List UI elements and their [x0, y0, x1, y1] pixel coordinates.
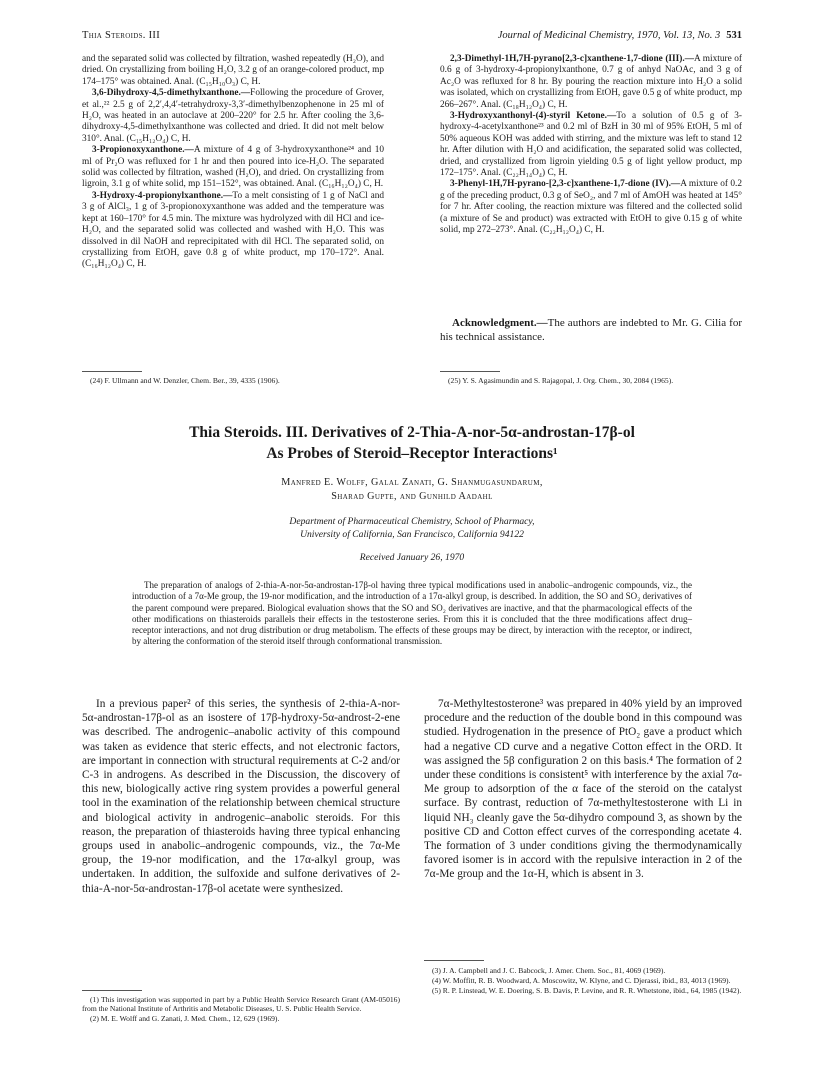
- compound-heading: 3-Hydroxy-4-propionylxanthone.—: [92, 190, 233, 201]
- page-number: 531: [726, 30, 742, 41]
- received-date: Received January 26, 1970: [359, 552, 465, 563]
- running-head: [82, 30, 742, 46]
- article-title-line: As Probes of Steroid–Receptor Interactions¹: [266, 445, 558, 462]
- paragraph-text: A mixture of 0.6 g of 3-hydroxy-4-propionylxanthone, 0.7 g of anhyd NaOAc, and 3 g of Ac₂O was refluxed for 8 hr. By pouring the reaction mixture into H₂O a solid was isolated, which on crystallizing from EtOH, gave 0.5 g of white product, mp 266–267°. Anal. (C₁₈H₁₂O₄) C, H.: [440, 54, 742, 110]
- experimental-paragraph: [82, 191, 384, 271]
- acknowledgment-text: The authors are indebted to Mr. G. Cilia for his technical assistance.: [440, 317, 742, 343]
- paragraph-text: and the separated solid was collected by filtration, washed repeatedly (H₂O), and dried. On crystallizing from boiling H₂O, 3.2 g of an orange-colored product, mp 174–175° was obtained. Anal. (C₁₅H₁₀O₃) C, H.: [82, 54, 384, 87]
- authors-line: Sharad Gupte, and Gunhild Aadahl: [331, 491, 493, 502]
- affiliation-line: Department of Pharmaceutical Chemistry, School of Pharmacy,: [289, 516, 535, 527]
- running-head-right: [498, 30, 742, 41]
- footnote-rule: [82, 990, 142, 991]
- footnote: (2) M. E. Wolff and G. Zanati, J. Med. Chem., 12, 629 (1969).: [90, 1014, 280, 1024]
- footnote-rule: [440, 371, 500, 372]
- acknowledgment: [440, 316, 742, 344]
- authors-line: Manfred E. Wolff, Galal Zanati, G. Shanmugasundarum,: [281, 477, 543, 488]
- article-title: [82, 422, 742, 464]
- footnote-rule: [424, 960, 484, 961]
- body-paragraph: 7α-Methyltestosterone³ was prepared in 40% yield by an improved procedure and the reduction of the double bond in this compound was studied. Hydrogenation in the presence of PtO₂ gave a product which had a negative CD curve and a negative Cotton effect in the ORD. It was assigned the 5β configuration 2 on this basis.⁴ The formation of 2 under these conditions is consistent⁵ with interference by the axial 7α-Me group to adsorption of the α face of the steroid on the catalyst surface. By contrast, reduction of 7α-methyltestosterone with Li in liquid NH₃ cleanly gave the 5α-dihydro compound 3, as shown by the positive CD and Cotton effect curves of the corresponding acetate 4. The formation of 3 under conditions giving the thermodynamically favored isomer is in accord with the repulsive interaction in 2 of the 7α-Me group and the 1α-H, which is absent in 3.: [424, 698, 742, 881]
- footnote: (1) This investigation was supported in part by a Public Health Service Research Grant (AM-05016) from the National Institute of Arthritis and Metabolic Diseases, U. S. Public Health Service.: [82, 995, 400, 1014]
- experimental-paragraph: [440, 111, 742, 179]
- paragraph-text: A mixture of 0.2 g of the preceding product, 0.3 g of SeO₂, and 7 ml of AmOH was heated at 145° for 7 hr. After cooling, the reaction mixture was filtered and the collected solid (a mixture of Se and product) was extracted with EtOH to give 0.15 g of white solid, mp 272–273°. Anal. (C₂₂H₁₂O₄) C, H.: [440, 179, 742, 236]
- experimental-left-column: [82, 54, 384, 271]
- experimental-paragraph: [82, 145, 384, 191]
- compound-heading: 3-Hydroxyxanthonyl-(4)-styril Ketone.—: [450, 111, 617, 122]
- affiliation: [82, 515, 742, 541]
- footnote: (4) W. Moffitt, R. B. Woodward, A. Moscowitz, W. Klyne, and C. Djerassi, ibid., 83, 4013 (1969).: [432, 976, 731, 986]
- paragraph-text: A mixture of 4 g of 3-hydroxyxanthone²⁴ and 10 ml of Pr₂O was refluxed for 1 hr and then poured into ice-H₂O. The separated solid was collected by filtration, washed (H₂O), and dried. On crystallizing from ligroin, 3.1 g of white solid, mp 151–152°, was obtained. Anal. (C₁₆H₁₂O₄) C, H.: [82, 145, 384, 190]
- footnotes-right: [424, 966, 742, 997]
- paragraph-text: To a melt consisting of 1 g of NaCl and 3 g of AlCl₃, 1 g of 3-propionoxyxanthone was added and the temperature was kept at 160–170° for 4.5 min. The mixture was hydrolyzed with dil HCl and ice-H₂O, and the separated solid was collected and washed with H₂O. This was dissolved in dil NaOH and reprecipitated with dil HCl. The separated solid, on crystallizing from EtOH, gave 0.8 g of white product, mp 170–172°. Anal. (C₁₆H₁₂O₄) C, H.: [82, 190, 384, 270]
- body-left-column: [82, 697, 400, 896]
- compound-heading: 3-Propionoxyxanthone.—: [92, 145, 194, 156]
- article-authors: [82, 476, 742, 504]
- footnote-rule: [82, 371, 142, 372]
- footnote: (5) R. P. Linstead, W. E. Doering, S. B. Davis, P. Levine, and R. R. Whetstone, ibid., 64, 1985 (1942).: [432, 986, 742, 996]
- body-paragraph: In a previous paper² of this series, the synthesis of 2-thia-A-nor-5α-androstan-17β-ol as an isostere of 17β-hydroxy-5α-androst-2-ene was described. The androgenic–anabolic activity of this compound was taken as evidence that steric effects, and not electronic factors, are important in connection with structural requirements at C-2 and/or C-3 in androgens. As described in the Discussion, the discovery of this new, biologically active ring system provides a powerful general tool in the examination of the relationship between chemical structure and biological activity in androgenic–anabolic steroids. For this reason, the preparation of thiasteroids having three typical enhancing groups used in anabolic–androgenic compounds, viz., the 7α-Me group, the 19-nor modification, and the 17α-alkyl group, was undertaken. In addition, the sulfoxide and sulfone derivatives of 2-thia-A-nor-5α-androstan-17β-ol acetate were synthesized.: [82, 698, 400, 895]
- footnote-25: (25) Y. S. Agasimundin and S. Rajagopal, J. Org. Chem., 30, 2084 (1965).: [448, 376, 674, 385]
- running-head-left: Thia Steroids. III: [82, 30, 161, 41]
- footnote-24: (24) F. Ullmann and W. Denzler, Chem. Ber., 39, 4335 (1906).: [90, 376, 280, 385]
- article-title-line: Thia Steroids. III. Derivatives of 2-Thia-A-nor-5α-androstan-17β-ol: [189, 424, 635, 441]
- compound-heading: 3,6-Dihydroxy-4,5-dimethylxanthone.—: [92, 88, 251, 99]
- acknowledgment-heading: Acknowledgment.—: [452, 317, 548, 329]
- footnotes-left: [82, 995, 400, 1025]
- paragraph-text: To a solution of 0.5 g of 3-hydroxy-4-acetylxanthone²³ and 0.2 ml of BzH in 30 ml of 95% EtOH, 5 ml of 50% aqueous KOH was added with stirring, and the mixture was left to stand 12 hr. After dilution with H₂O and acidification, the separated solid was collected, dried, and crystallized from ligroin yielding 0.5 g of light yellow product, mp 172–175°. Anal. (C₂₂H₁₄O₄) C, H.: [440, 111, 742, 179]
- compound-heading: 3-Phenyl-1H,7H-pyrano-[2,3-c]xanthene-1,7-dione (IV).—: [450, 179, 681, 190]
- paragraph-text: Following the procedure of Grover, et al.,²² 2.5 g of 2,2′,4,4′-tetrahydroxy-3,3′-dimethylbenzophenone in 25 ml of H₂O, was heated in an autoclave at 200–220° for 2.5 hr. After cooling the 3,6-dihydroxy-4,5-dimethylxanthone was collected and dried. It did not melt below 310°. Anal. (C₁₅H₁₂O₄) C, H.: [82, 88, 384, 144]
- experimental-paragraph: [440, 54, 742, 111]
- body-right-column: [424, 697, 742, 882]
- abstract: The preparation of analogs of 2-thia-A-nor-5α-androstan-17β-ol having three typical modifications used in anabolic–androgenic compounds, viz., the introduction of a 7α-Me group, the 19-nor modification, and the introduction of a 17α-alkyl group, is described. In addition, the SO and SO₂ derivatives of the parent compound were prepared. Biological evaluation shows that the SO and SO₂ derivatives are inactive, and that the pharmacological effects of the other modifications on thiasteroids parallels their effects in the testosterone series. From this it is concluded that the three modifications affect drug–receptor interactions, and not drug distribution or drug metabolism. The effects of these groups may be direct, by interaction with the receptor, or indirect, by altering the conformation of the steroid itself through conformational transmission.: [132, 580, 692, 647]
- journal-citation: Journal of Medicinal Chemistry, 1970, Vol. 13, No. 3: [497, 30, 721, 41]
- affiliation-line: University of California, San Francisco, California 94122: [300, 529, 524, 540]
- experimental-paragraph: [82, 54, 384, 88]
- compound-heading: 2,3-Dimethyl-1H,7H-pyrano[2,3-c]xanthene-1,7-dione (III).—: [450, 54, 695, 64]
- experimental-right-column: [440, 54, 742, 237]
- footnote: (3) J. A. Campbell and J. C. Babcock, J. Amer. Chem. Soc., 81, 4069 (1969).: [432, 966, 666, 975]
- experimental-paragraph: [440, 179, 742, 236]
- experimental-paragraph: [82, 88, 384, 145]
